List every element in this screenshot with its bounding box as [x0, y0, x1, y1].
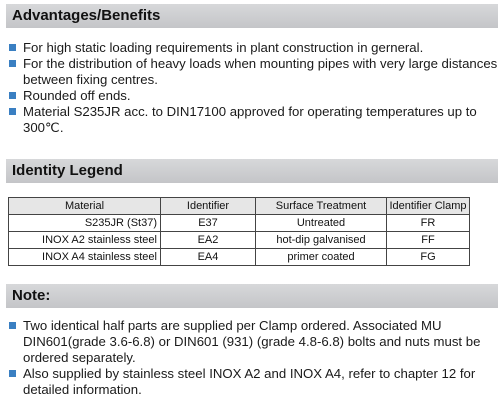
column-header-material: Material [9, 198, 161, 215]
cell-identifier-clamp: FR [387, 215, 470, 232]
advantages-header [6, 4, 498, 28]
advantage-item: For high static loading requirements in plant construction in gerneral. [6, 40, 498, 56]
legend-title: Identity Legend [12, 162, 123, 179]
note-item: Also supplied by stainless steel INOX A2 and INOX A4, refer to chapter 12 for detailed information. [6, 366, 498, 398]
column-header-identifier: Identifier [161, 198, 256, 215]
note-title: Note: [12, 287, 51, 304]
advantages-title: Advantages/Benefits [12, 7, 161, 24]
cell-material: S235JR (St37) [9, 215, 161, 232]
bullet-square-icon [9, 44, 16, 51]
note-header [6, 284, 498, 308]
cell-identifier: EA2 [161, 232, 256, 249]
note-list [6, 318, 498, 398]
bullet-square-icon [9, 92, 16, 99]
table-row [9, 215, 470, 232]
cell-surface-treatment: Untreated [256, 215, 387, 232]
table-row [9, 232, 470, 249]
bullet-square-icon [9, 60, 16, 67]
cell-material: INOX A2 stainless steel [9, 232, 161, 249]
cell-identifier-clamp: FF [387, 232, 470, 249]
note-item: Two identical half parts are supplied per Clamp ordered. Associated MU DIN601(grade 3.6-6.8) or DIN601 (931) (grade 4.8-6.8) bolts and nuts must be ordered separately. [6, 318, 498, 366]
bullet-square-icon [9, 322, 16, 329]
cell-identifier-clamp: FG [387, 249, 470, 266]
column-header-surface-treatment: Surface Treatment [256, 198, 387, 215]
cell-surface-treatment: primer coated [256, 249, 387, 266]
cell-identifier: E37 [161, 215, 256, 232]
cell-surface-treatment: hot-dip galvanised [256, 232, 387, 249]
bullet-square-icon [9, 108, 16, 115]
bullet-square-icon [9, 370, 16, 377]
column-header-identifier-clamp: Identifier Clamp [387, 198, 470, 215]
advantages-list [6, 40, 498, 136]
cell-identifier: EA4 [161, 249, 256, 266]
advantage-item: Material S235JR acc. to DIN17100 approved for operating temperatures up to 300℃. [6, 104, 498, 136]
identity-legend-table [8, 197, 470, 266]
legend-header [6, 159, 498, 183]
table-row [9, 249, 470, 266]
table-header-row [9, 198, 470, 215]
advantage-item: Rounded off ends. [6, 88, 498, 104]
cell-material: INOX A4 stainless steel [9, 249, 161, 266]
advantage-item: For the distribution of heavy loads when mounting pipes with very large distances between fixing centres. [6, 56, 498, 88]
